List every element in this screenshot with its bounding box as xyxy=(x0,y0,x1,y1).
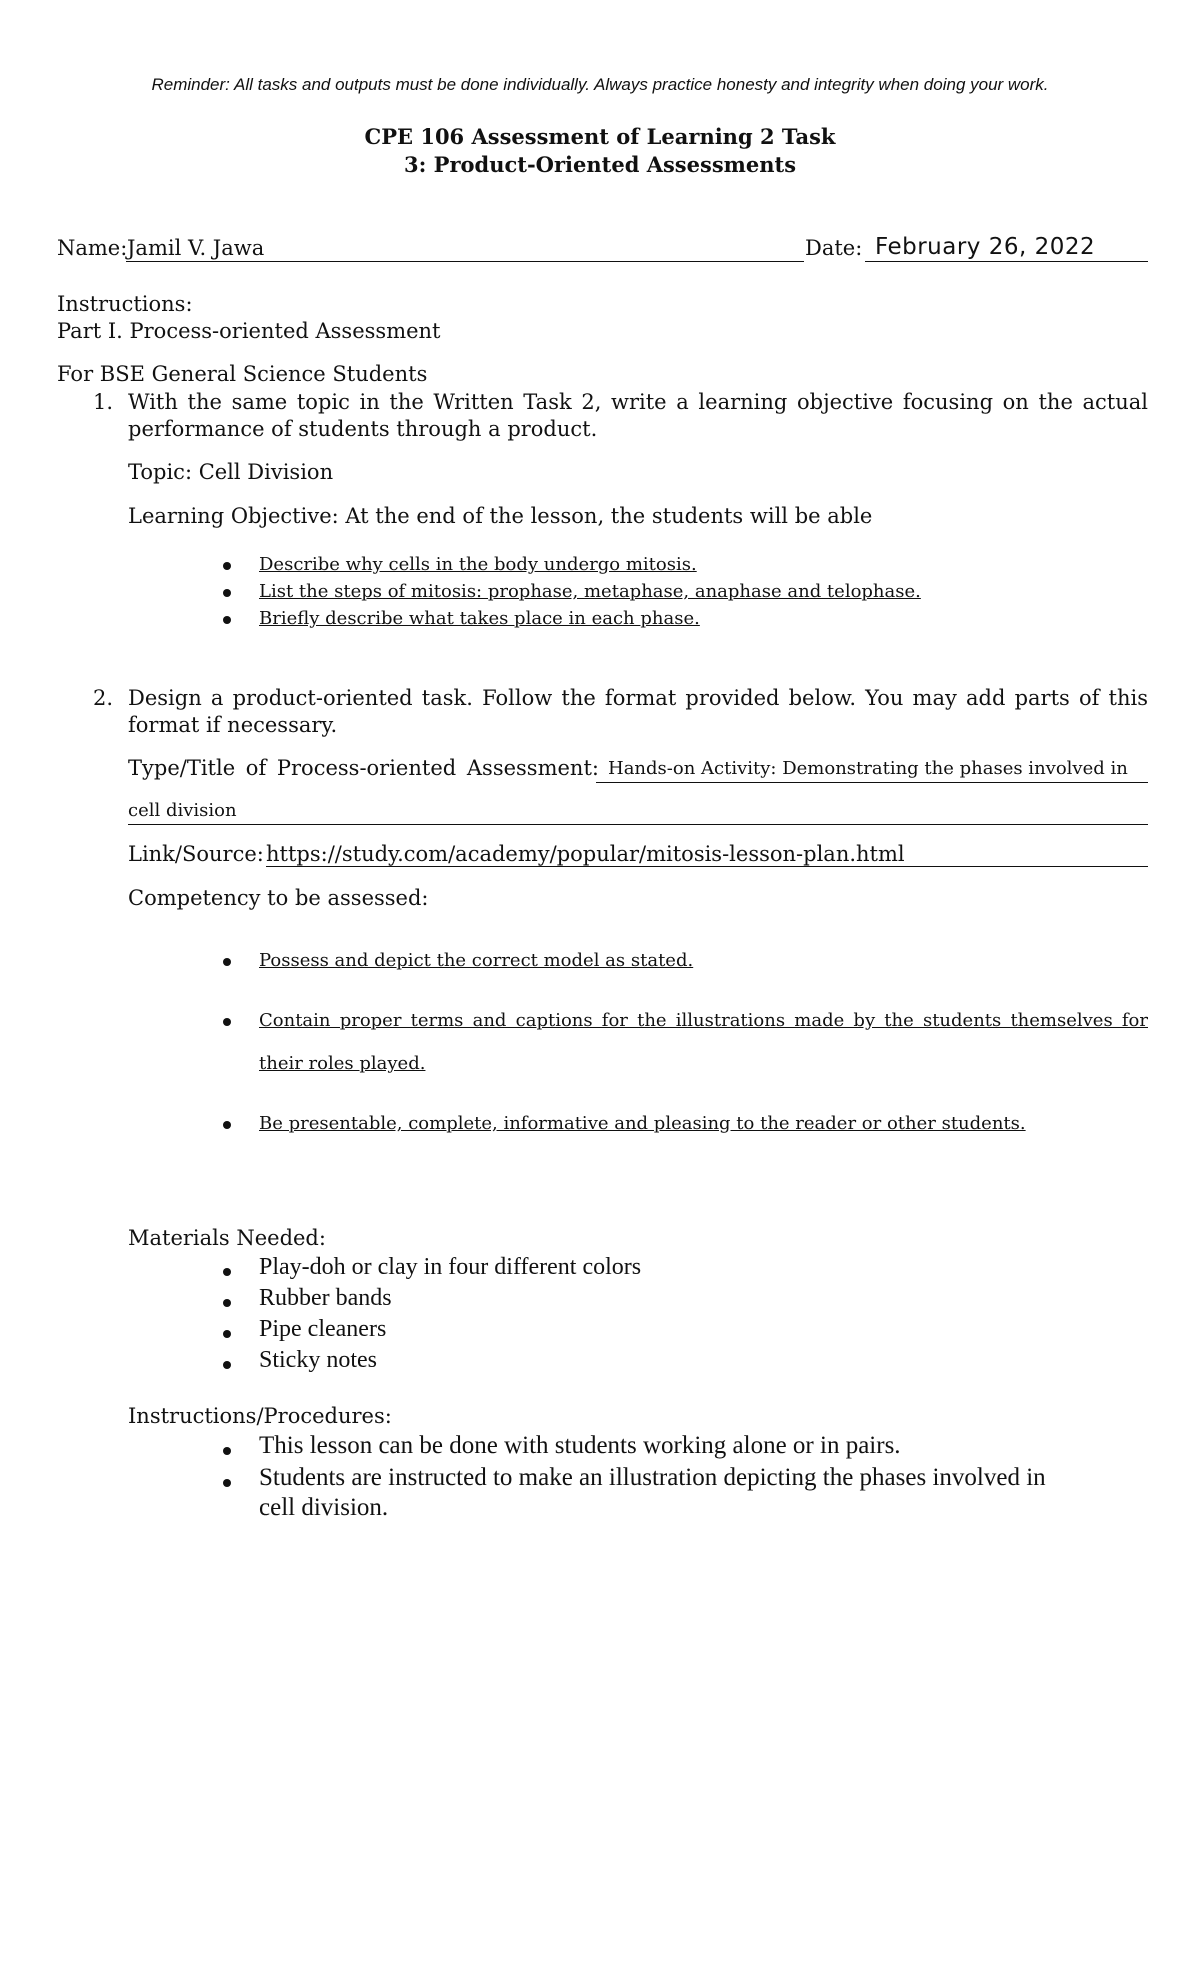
topic: Topic: Cell Division xyxy=(128,460,334,484)
link-underline xyxy=(266,866,1148,867)
type-value-2: cell division xyxy=(128,800,237,821)
bullet-icon xyxy=(223,616,231,624)
material-2: Rubber bands xyxy=(259,1285,392,1311)
reminder: Reminder: All tasks and outputs must be done individually. Always practice honesty and integrity when doing your work. xyxy=(151,75,1049,94)
bullet-icon xyxy=(223,1479,231,1487)
item-2-line-2: format if necessary. xyxy=(128,713,338,737)
part-one-heading: Part I. Process-oriented Assessment xyxy=(57,319,441,343)
for-students: For BSE General Science Students xyxy=(57,362,428,386)
type-underline-2 xyxy=(128,824,1148,825)
procedures-label: Instructions/Procedures: xyxy=(128,1404,392,1428)
item-1-line-2: performance of students through a product. xyxy=(128,417,598,441)
bullet-icon xyxy=(223,562,231,570)
name-value: Jamil V. Jawa xyxy=(127,236,265,260)
bullet-icon xyxy=(223,958,231,966)
instructions-label: Instructions: xyxy=(57,292,193,316)
learning-objective: Learning Objective: At the end of the lesson, the students will be able xyxy=(128,504,873,528)
material-4: Sticky notes xyxy=(259,1347,377,1373)
date-label: Date: xyxy=(805,236,863,260)
item-2-line-1: Design a product-oriented task. Follow the format provided below. You may add parts of this xyxy=(128,686,1148,710)
date-value: February 26, 2022 xyxy=(875,234,1096,260)
name-label: Name: xyxy=(57,236,128,260)
title-line-1: CPE 106 Assessment of Learning 2 Task xyxy=(364,124,836,149)
date-underline xyxy=(865,261,1148,262)
item-1-number: 1. xyxy=(93,390,114,414)
procedure-2: Students are instructed to make an illustration depicting the phases involved in xyxy=(259,1464,1046,1491)
competency-1: Possess and depict the correct model as stated. xyxy=(259,950,694,971)
material-3: Pipe cleaners xyxy=(259,1316,387,1342)
competency-2-cont: their roles played. xyxy=(259,1053,426,1074)
competency-label: Competency to be assessed: xyxy=(128,886,429,910)
bullet-icon xyxy=(223,1018,231,1026)
title-line-2: 3: Product-Oriented Assessments xyxy=(403,152,797,177)
bullet-icon xyxy=(223,1299,231,1307)
item-2-number: 2. xyxy=(93,686,114,710)
link-value[interactable]: https://study.com/academy/popular/mitosis-lesson-plan.html xyxy=(266,842,905,866)
bullet-icon xyxy=(223,589,231,597)
type-underline-1 xyxy=(596,782,1148,783)
bullet-icon xyxy=(223,1121,231,1129)
type-label: Type/Title of Process-oriented Assessment: xyxy=(128,756,599,780)
procedure-2-cont: cell division. xyxy=(259,1494,389,1521)
competency-2: Contain proper terms and captions for the illustrations made by the students themselves for xyxy=(259,1010,1148,1031)
material-1: Play-doh or clay in four different colors xyxy=(259,1254,642,1280)
materials-label: Materials Needed: xyxy=(128,1226,326,1250)
objective-bullet-2: List the steps of mitosis: prophase, metaphase, anaphase and telophase. xyxy=(259,581,921,602)
competency-3: Be presentable, complete, informative and pleasing to the reader or other students. xyxy=(259,1113,1026,1134)
procedure-1: This lesson can be done with students working alone or in pairs. xyxy=(259,1432,901,1459)
type-value-1: Hands-on Activity: Demonstrating the phases involved in xyxy=(608,758,1128,779)
objective-bullet-1: Describe why cells in the body undergo mitosis. xyxy=(259,554,697,575)
link-label: Link/Source: xyxy=(128,842,264,866)
bullet-icon xyxy=(223,1361,231,1369)
name-underline xyxy=(126,261,804,262)
bullet-icon xyxy=(223,1447,231,1455)
bullet-icon xyxy=(223,1268,231,1276)
objective-bullet-3: Briefly describe what takes place in each phase. xyxy=(259,608,700,629)
item-1-line-1: With the same topic in the Written Task 2, write a learning objective focusing on the actual xyxy=(128,390,1148,414)
bullet-icon xyxy=(223,1330,231,1338)
